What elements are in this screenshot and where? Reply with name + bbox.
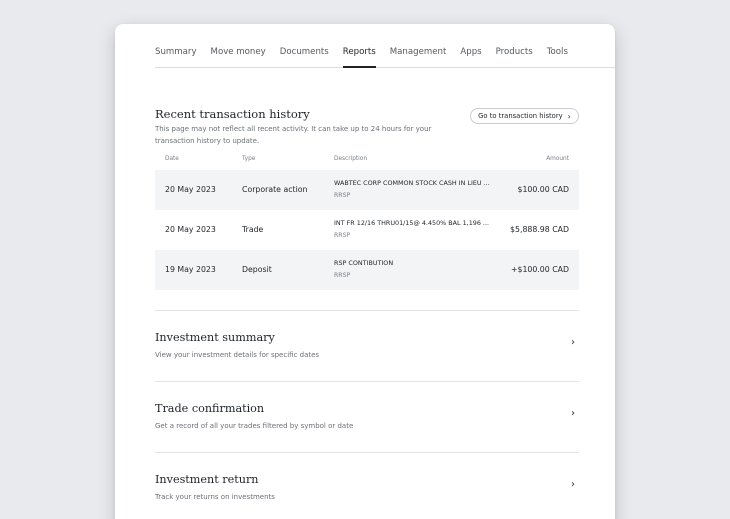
history-title: Recent transaction history [155,107,310,121]
section-subtitle: Track your returns on investments [155,493,275,501]
chevron-right-icon: › [571,408,575,419]
row-description: INT FR 12/16 THRU01/15@ 4.450% BAL 1,196 ... [334,219,490,227]
history-subtitle: This page may not reflect all recent activity. It can take up to 24 hours for your transaction history to update. [155,125,432,145]
section-divider [155,310,579,311]
reports-card [115,24,615,519]
section-subtitle: View your investment details for specific dates [155,351,320,359]
table-row[interactable] [155,210,579,250]
tab-products[interactable]: Products [495,47,533,57]
tab-apps[interactable]: Apps [460,47,482,57]
tab-management[interactable]: Management [389,47,447,57]
section-title: Investment return [155,473,259,486]
tab-documents[interactable]: Documents [279,47,329,57]
top-nav-tabs [155,42,615,68]
row-date: 20 May 2023 [165,185,216,194]
row-description: RSP CONTIBUTION [334,259,394,267]
table-header [155,156,579,166]
row-account: RRSP [334,232,351,239]
section-divider [155,381,579,382]
section-subtitle: Get a record of all your trades filtered by symbol or date [155,422,354,430]
table-row[interactable] [155,170,579,210]
investment-summary-link[interactable] [155,331,579,381]
row-date: 20 May 2023 [165,225,216,234]
row-date: 19 May 2023 [165,265,216,274]
column-header-description: Description [334,156,368,162]
section-title: Investment summary [155,331,275,344]
row-account: RRSP [334,192,351,199]
column-header-type: Type [242,156,256,162]
table-row[interactable] [155,250,579,290]
chevron-right-icon: › [567,111,571,121]
section-divider [155,452,579,453]
row-amount: $5,888.98 CAD [510,225,569,234]
section-title: Trade confirmation [155,402,265,415]
tab-reports[interactable]: Reports [343,42,376,68]
chevron-right-icon: › [571,337,575,348]
tab-summary[interactable]: Summary [155,47,197,57]
row-amount: $100.00 CAD [517,185,569,194]
row-type: Trade [242,225,264,234]
trade-confirmation-link[interactable] [155,402,579,452]
tab-tools[interactable]: Tools [546,47,568,57]
column-header-date: Date [165,156,179,162]
row-account: RRSP [334,272,351,279]
button-label: Go to transaction history [478,112,563,120]
row-amount: +$100.00 CAD [510,265,569,274]
row-type: Deposit [242,265,272,274]
chevron-right-icon: › [571,479,575,490]
row-type: Corporate action [242,185,308,194]
row-description: WABTEC CORP COMMON STOCK CASH IN LIEU ... [334,179,490,187]
investment-return-link[interactable] [155,473,579,519]
go-to-transaction-history-button[interactable] [470,108,579,124]
column-header-amount: Amount [546,156,569,162]
tab-move-money[interactable]: Move money [210,47,266,57]
